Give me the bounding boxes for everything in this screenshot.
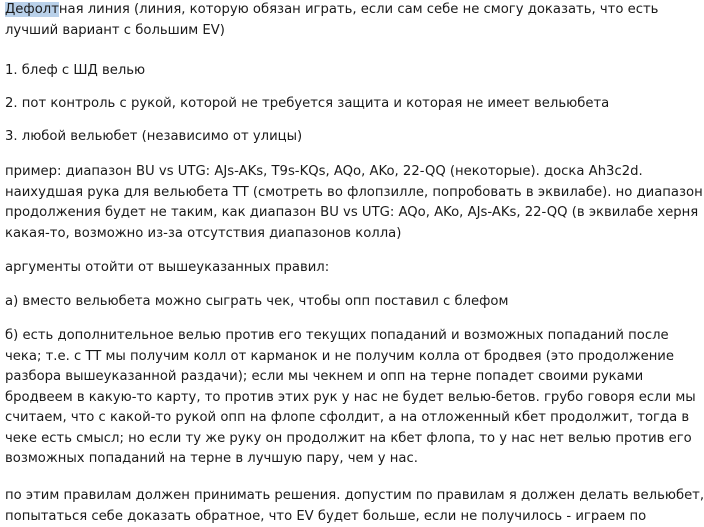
paragraph-line: 1. блеф с ШД велью: [5, 61, 145, 82]
paragraph-rule-2: [5, 94, 609, 115]
paragraph-line: чека; т.е. с TT мы получим колл от карманок и не получим колла от бродвея (это продолжение: [5, 347, 696, 368]
paragraph-argument-b: [5, 326, 696, 470]
paragraph-line: [5, 0, 658, 21]
paragraph-example: [5, 162, 703, 244]
paragraph-argument-a: [5, 292, 508, 313]
paragraph-line: чеке есть смысл; но если ту же руку он продолжит на кбет флопа, то у нас нет велью против его: [5, 429, 696, 450]
paragraph-line: по этим правилам должен принимать решения. допустим по правилам я должен делать вельюбет,: [5, 486, 704, 507]
paragraph-line: лучший вариант с большим EV): [5, 21, 658, 42]
paragraph-line: пример: диапазон BU vs UTG: AJs-AKs, T9s-KQs, AQo, AKo, 22-QQ (некоторые). доска Ah3c2d.: [5, 162, 703, 183]
paragraph-line: 2. пот контроль с рукой, которой не требуется защита и которая не имеет вельюбета: [5, 94, 609, 115]
paragraph-arguments-heading: [5, 258, 329, 279]
paragraph-line: попытаться себе доказать обратное, что EV будет больше, если не получилось - играем по: [5, 507, 704, 527]
paragraph-line: какая-то, возможно из-за отсутствия диапазонов колла): [5, 224, 703, 245]
paragraph-conclusion: [5, 486, 704, 527]
selected-text[interactable]: Дефолт: [5, 2, 59, 17]
paragraph-line: считаем, что с какой-то рукой опп на флопе сфолдит, а на отложенный кбет продолжит, тогда в: [5, 408, 696, 429]
paragraph-line: разбора вышеуказанной раздачи); если мы чекнем и опп на терне попадет своими руками: [5, 367, 696, 388]
paragraph-line: аргументы отойти от вышеуказанных правил:: [5, 258, 329, 279]
paragraph-line: наихудшая рука для вельюбета TT (смотреть во флопзилле, попробовать в эквилабе). но диапазон: [5, 183, 703, 204]
paragraph-line: бродвеем в какую-то карту, то против этих рук у нас не будет велью-бетов. грубо говоря если мы: [5, 388, 696, 409]
paragraph-text: ная линия (линия, которую обязан играть, если сам себе не смогу доказать, что есть: [59, 2, 659, 17]
paragraph-line: 3. любой вельюбет (независимо от улицы): [5, 127, 302, 148]
paragraph-rule-3: [5, 127, 302, 148]
paragraph-default-line: [5, 0, 658, 41]
paragraph-line: возможных попаданий на терне в лучшую пару, чем у нас.: [5, 449, 696, 470]
paragraph-line: б) есть дополнительное велью против его текущих попаданий и возможных попаданий после: [5, 326, 696, 347]
paragraph-line: продолжения будет не таким, как диапазон BU vs UTG: AQo, AKo, AJs-AKs, 22-QQ (в эквилабе херня: [5, 203, 703, 224]
paragraph-rule-1: [5, 61, 145, 82]
paragraph-line: а) вместо вельюбета можно сыграть чек, чтобы опп поставил с блефом: [5, 292, 508, 313]
